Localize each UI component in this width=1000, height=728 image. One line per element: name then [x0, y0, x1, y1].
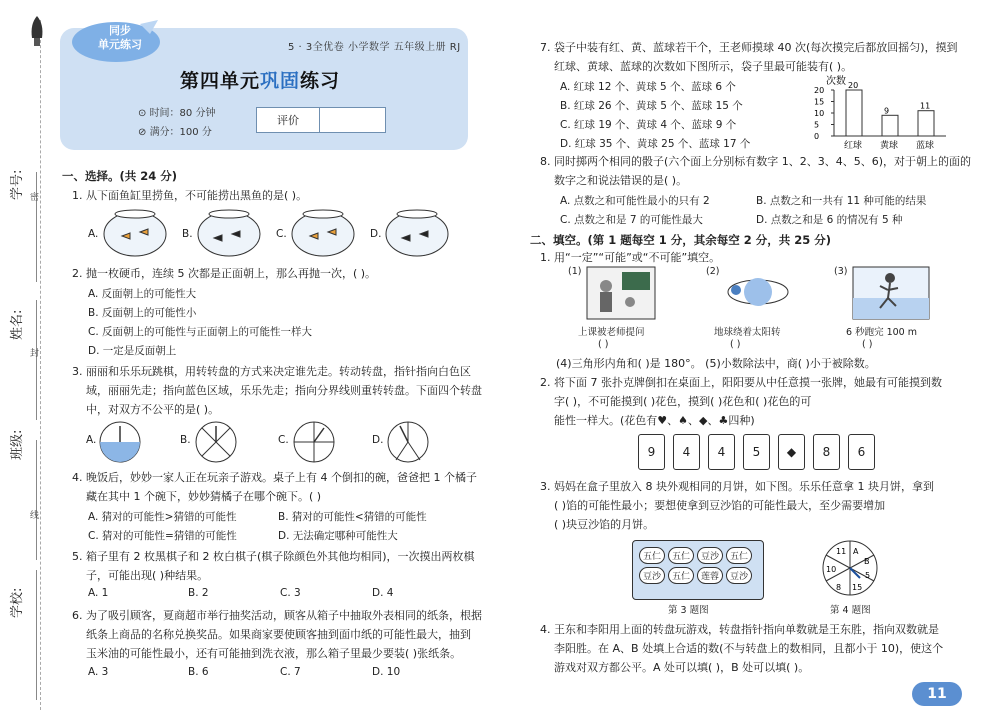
chart-ytick: 0: [814, 132, 820, 141]
q3-option-b: B.: [180, 434, 191, 446]
fig3-caption: 第 3 题图: [668, 605, 709, 616]
mooncake: 五仁: [726, 547, 752, 564]
class-label: 班级:: [10, 429, 25, 460]
runner-image: [852, 266, 930, 320]
q2-option-d: D. 一定是反面朝上: [88, 345, 177, 357]
question-2: 2. 抛一枚硬币，连续 5 次都是正面朝上，那么再抛一次，( )。: [72, 267, 377, 280]
fill-3-line3: ( )块豆沙馅的月饼。: [554, 518, 655, 531]
fill-1-blank1[interactable]: ( ): [598, 339, 609, 350]
fill-1-caption1: 上课被老师提问: [578, 327, 645, 338]
badge-text: [90, 24, 150, 52]
q1-option-c: C.: [276, 228, 287, 240]
seal-xian: 线: [30, 511, 40, 521]
question-5-line1: 5. 箱子里有 2 枚黑棋子和 2 枚白棋子(棋子除颜色外其他均相同)，一次摸出两枚棋: [72, 550, 475, 563]
fig4-caption: 第 4 题图: [830, 605, 871, 616]
cut-line: [40, 20, 41, 710]
q3-option-d: D.: [372, 434, 384, 446]
chart-data-label: 9: [884, 106, 890, 116]
chart-ytick: 10: [814, 109, 825, 118]
check-icon: ⊘: [138, 127, 150, 138]
badge-line1: 同步: [109, 24, 131, 37]
wheel-label: 10: [826, 565, 837, 574]
name-label: 姓名:: [10, 309, 25, 340]
chart-data-label: 11: [920, 101, 931, 111]
title-post: 练习: [300, 70, 341, 92]
part2-heading: 二、填空。(第 1 题每空 1 分，其余每空 2 分，共 25 分): [530, 233, 832, 247]
question-1: 1. 从下面鱼缸里捞鱼，不可能捞出黑鱼的是( )。: [72, 189, 308, 202]
q8-option-a: A. 点数之和可能性最小的只有 2: [560, 195, 710, 207]
q4-option-b: B. 猜对的可能性<猜错的可能性: [278, 511, 427, 523]
evaluation-box: [256, 107, 386, 133]
q8-option-c: C. 点数之和是 7 的可能性最大: [560, 214, 703, 226]
q8-option-d: D. 点数之和是 6 的情况有 5 种: [756, 214, 903, 226]
q1-fishbowls: [88, 206, 468, 262]
fishbowl-a-icon: [102, 206, 168, 258]
q5-option-c: C. 3: [280, 587, 301, 599]
fill-3-line1: 3. 妈妈在盒子里放入 8 块外观相同的月饼，如下图。乐乐任意拿 1 块月饼，拿到: [540, 480, 934, 493]
chart-bar: [846, 90, 862, 136]
q2-option-b: B. 反面朝上的可能性小: [88, 307, 197, 319]
q3-option-a: A.: [86, 434, 97, 446]
q6-option-d: D. 10: [372, 666, 401, 678]
q5-option-d: D. 4: [372, 587, 394, 599]
question-4-line1: 4. 晚饭后，妙妙一家人正在玩亲子游戏。桌子上有 4 个倒扣的碗，爸爸把 1 个橘子: [72, 471, 477, 484]
q3-spinners: [86, 420, 466, 464]
name-line: [36, 300, 37, 420]
fill-1-num3: (3): [834, 266, 848, 277]
wheel-label: 8: [836, 583, 842, 592]
question-3-line2: 域，丽丽先走；指向蓝色区域，乐乐先走；指向分界线则重转转盘。下面四个转盘: [86, 384, 482, 397]
q4-option-a: A. 猜对的可能性>猜错的可能性: [88, 511, 237, 523]
q7-option-c: C. 红球 19 个、黄球 4 个、蓝球 9 个: [560, 119, 737, 131]
q1-option-d: D.: [370, 228, 382, 240]
title-highlight: 巩固: [260, 70, 301, 92]
q6-option-a: A. 3: [88, 666, 109, 678]
chart-ytick: 15: [814, 97, 825, 107]
q5-option-b: B. 2: [188, 587, 209, 599]
page-number: 11: [912, 682, 962, 706]
fill-1-caption3: 6 秒跑完 100 m: [846, 327, 917, 338]
score-text: 满分：100 分: [149, 127, 212, 138]
question-7-line2: 红球、黄球、蓝球的次数如下图所示，袋子里最可能装有( )。: [554, 60, 853, 73]
mooncake: 豆沙: [639, 567, 665, 584]
chart-ytick: 20: [814, 86, 825, 95]
question-6-line1: 6. 为了吸引顾客，夏商超市举行抽奖活动，顾客从箱子中抽取外表相同的纸条，根据: [72, 609, 482, 622]
fishbowl-d-icon: [384, 206, 450, 258]
fill-3-line2: ( )馅的可能性最小；要想使拿到豆沙馅的可能性最大，至少需要增加: [554, 499, 886, 512]
school-line: [36, 570, 37, 700]
clock-icon: ⊙: [138, 108, 150, 119]
q5-option-a: A. 1: [88, 587, 109, 599]
evaluation-field[interactable]: [320, 108, 382, 132]
fill-1-num2: (2): [706, 266, 720, 277]
id-line: [36, 172, 37, 282]
school-label: 学校:: [10, 587, 25, 618]
wheel-label: 5: [865, 571, 871, 580]
q7-option-b: B. 红球 26 个、黄球 5 个、蓝球 15 个: [560, 100, 743, 112]
student-id-label: 学号:: [10, 169, 25, 200]
playing-cards: [638, 434, 883, 470]
card-7: 6: [848, 434, 875, 470]
time-text: 时间：80 分钟: [149, 108, 216, 119]
card-1: 9: [638, 434, 665, 470]
series-label: 5 · 3全优卷 小学数学 五年级上册 RJ: [288, 42, 461, 53]
q1-option-a: A.: [88, 228, 99, 240]
q6-option-b: B. 6: [188, 666, 209, 678]
part1-heading: 一、选择。(共 24 分): [62, 169, 178, 183]
page-title: [180, 66, 340, 93]
card-5: ◆: [778, 434, 805, 470]
chart-category-label: 红球: [844, 141, 863, 151]
chart-bar: [918, 111, 934, 136]
spinner-b-icon: [194, 420, 238, 464]
q4-option-d: D. 无法确定哪种可能性大: [278, 530, 398, 542]
question-4-line2: 藏在其中 1 个碗下，妙妙猜橘子在哪个碗下。( ): [86, 490, 322, 503]
fishbowl-c-icon: [290, 206, 356, 258]
fill-4-line3: 游戏对双方都公平。A 处可以填( )，B 处可以填( )。: [554, 661, 810, 674]
earth-sun-image: [718, 268, 798, 318]
question-8-line1: 8. 同时掷两个相同的骰子(六个面上分别标有数字 1、2、3、4、5、6)，对于朝上的面的: [540, 155, 972, 168]
fill-2-line2: 字( )，不可能摸到( )花色，摸到( )花色和( )花色的可: [554, 395, 812, 408]
binding-gutter: [0, 0, 52, 728]
fill-1-caption2: 地球绕着太阳转: [714, 327, 781, 338]
spinner-c-icon: [292, 420, 336, 464]
classroom-image: [586, 266, 656, 320]
fill-2-line1: 2. 将下面 7 张扑克牌倒扣在桌面上，阳阳要从中任意摸一张牌，她最有可能摸到数: [540, 376, 942, 389]
chart-ylabel: 次数: [826, 76, 846, 87]
question-6-line2: 纸条上商品的名称兑换奖品。如果商家要使顾客抽到面巾纸的可能性最大，抽到: [86, 628, 471, 641]
wheel-label: 15: [852, 583, 863, 592]
question-5-line2: 子，可能出现( )种结果。: [86, 569, 209, 582]
mooncake: 五仁: [639, 547, 665, 564]
card-6: 8: [813, 434, 840, 470]
score-info: [138, 123, 212, 138]
chart-ytick: 5: [814, 120, 820, 130]
fill-1-blank2[interactable]: ( ): [730, 339, 741, 350]
mooncake: 莲蓉: [697, 567, 723, 584]
mooncake: 五仁: [668, 547, 694, 564]
q8-option-b: B. 点数之和一共有 11 种可能的结果: [756, 195, 927, 207]
wheel-label: 11: [836, 547, 847, 556]
time-info: [138, 104, 215, 119]
q7-option-d: D. 红球 35 个、黄球 25 个、蓝球 17 个: [560, 138, 751, 150]
card-3: 4: [708, 434, 735, 470]
wheel-label: A: [853, 547, 859, 556]
chart-category-label: 蓝球: [916, 141, 935, 151]
evaluation-label: 评价: [257, 108, 320, 132]
q2-option-a: A. 反面朝上的可能性大: [88, 288, 197, 300]
fill-1: 1. 用“一定”“可能”或“不可能”填空。: [540, 251, 721, 264]
q3-option-c: C.: [278, 434, 289, 446]
q4-option-c: C. 猜对的可能性=猜错的可能性: [88, 530, 237, 542]
card-4: 5: [743, 434, 770, 470]
card-2: 4: [673, 434, 700, 470]
fill-4-line1: 4. 王东和李阳用上面的转盘玩游戏，转盘指针指向单数就是王东胜，指向双数就是: [540, 623, 939, 636]
rocket-icon: [26, 14, 48, 52]
chart-category-label: 黄球: [880, 141, 899, 151]
mooncake-box: [632, 540, 764, 600]
chart-bar: [882, 115, 898, 136]
chart-data-label: 20: [848, 81, 859, 90]
spinner-a-icon: [98, 420, 142, 464]
seal-mi: 密: [30, 193, 40, 203]
wheel-label: B: [864, 557, 870, 566]
fill-1-blank3[interactable]: ( ): [862, 339, 873, 350]
seal-feng: 封: [30, 349, 40, 359]
question-7-line1: 7. 袋子中装有红、黄、蓝球若干个，王老师摸球 40 次(每次摸完后都放回摇匀)，摸到: [540, 41, 958, 54]
q7-bar-chart: [800, 74, 950, 152]
q7-option-a: A. 红球 12 个、黄球 5 个、蓝球 6 个: [560, 81, 736, 93]
question-3-line1: 3. 丽丽和乐乐玩跳棋，用转转盘的方式来决定谁先走。转动转盘，指针指向白色区: [72, 365, 471, 378]
mooncake: 豆沙: [697, 547, 723, 564]
question-6-line3: 玉米油的可能性最小，还有可能抽到洗衣液，那么箱子里最少要装( )张纸条。: [86, 647, 462, 660]
q2-option-c: C. 反面朝上的可能性与正面朝上的可能性一样大: [88, 326, 313, 338]
q4-spinner: [820, 538, 880, 598]
fill-2-line3: 能性一样大。(花色有♥、♠、◆、♣四种): [554, 414, 755, 427]
mooncake: 五仁: [668, 567, 694, 584]
question-8-line2: 数字之和说法错误的是( )。: [554, 174, 688, 187]
fill-4-line2: 李阳胜。在 A、B 处填上合适的数(不与转盘上的数相同，且都小于 10)，使这个: [554, 642, 944, 655]
fill-1-items-4-5: (4)三角形内角和( )是 180°。 (5)小数除法中，商( )小于被除数。: [556, 357, 876, 370]
mooncake: 豆沙: [726, 567, 752, 584]
q6-option-c: C. 7: [280, 666, 301, 678]
title-pre: 第四单元: [180, 70, 261, 92]
badge-line2: 单元练习: [98, 38, 142, 51]
spinner-d-icon: [386, 420, 430, 464]
question-3-line3: 中，对双方不公平的是( )。: [86, 403, 220, 416]
class-line: [36, 440, 37, 560]
fishbowl-b-icon: [196, 206, 262, 258]
q1-option-b: B.: [182, 228, 193, 240]
fill-1-num1: (1): [568, 266, 582, 277]
